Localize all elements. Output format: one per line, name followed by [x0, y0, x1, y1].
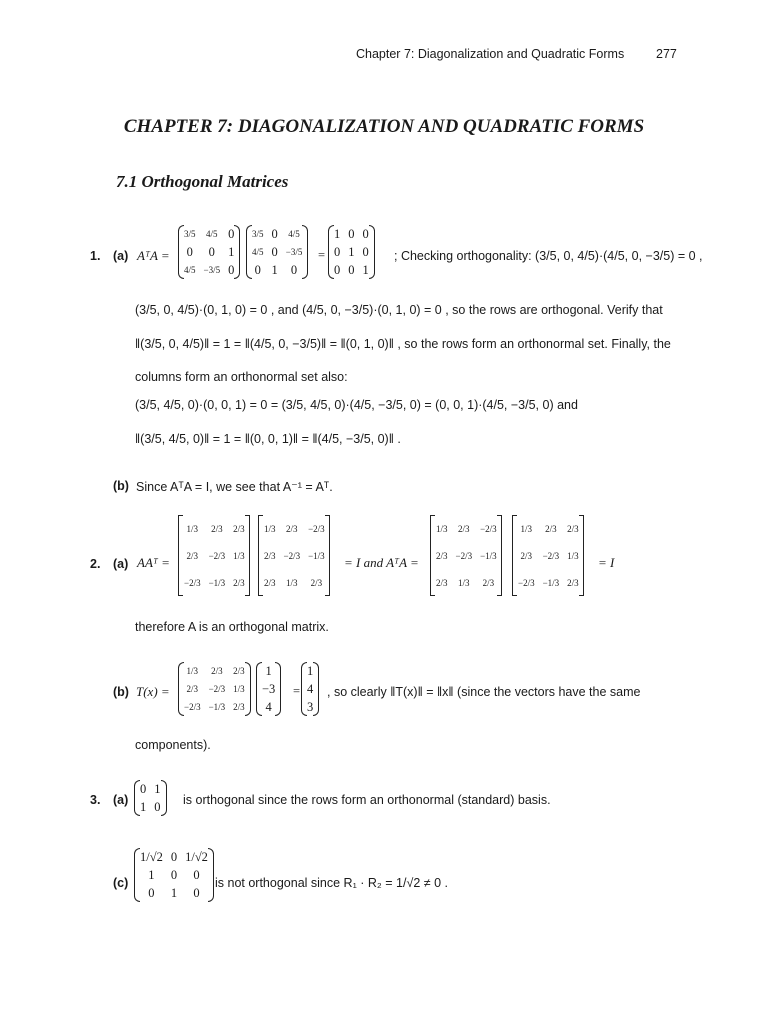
- problem-2b-text2: components).: [135, 738, 211, 752]
- matrix-bracket: [178, 515, 183, 596]
- matrix-bracket: [208, 848, 214, 902]
- matrix-cell: 0: [193, 867, 200, 882]
- matrix-bracket: [161, 780, 167, 816]
- matrix-cell: 1: [154, 781, 161, 796]
- matrix-cell: 2/3: [482, 577, 495, 588]
- matrix-bracket: [328, 225, 334, 279]
- matrix-bracket: [512, 515, 517, 596]
- matrix-cell: 1: [170, 885, 178, 900]
- matrix-2-A-b: [514, 515, 583, 596]
- problem-1-line5: (3/5, 4/5, 0)·(0, 0, 1) = 0 = (3/5, 4/5, 0)·(4/5, −3/5, 0) = (0, 0, 1)·(4/5, −3/5, 0) and: [135, 398, 578, 412]
- matrix-cell: 3/5: [252, 229, 264, 239]
- matrix-bracket: [258, 515, 263, 596]
- matrix-cell: 2/3: [186, 550, 199, 561]
- matrix-cell: 1: [348, 244, 355, 259]
- matrix-cell: 2/3: [286, 523, 298, 534]
- problem-1-line6: ‖(3/5, 4/5, 0)‖ = 1 = ‖(0, 0, 1)‖ = ‖(4/5, −3/5, 0)‖ .: [135, 432, 401, 446]
- matrix-cell: 2/3: [567, 577, 579, 588]
- matrix-cell: −1/3: [208, 577, 226, 588]
- vector-2b-result: [303, 662, 317, 716]
- matrix-cell: −1/3: [542, 577, 560, 588]
- matrix-cell: 2/3: [186, 684, 199, 694]
- matrix-bracket: [134, 780, 140, 816]
- running-header: Chapter 7: Diagonalization and Quadratic Forms: [356, 47, 625, 61]
- problem-2a-mid: = I and AᵀA =: [344, 555, 419, 570]
- problem-2a-end: = I: [598, 555, 615, 570]
- matrix-cell: 2/3: [264, 577, 276, 588]
- matrix-cell: 0: [348, 262, 355, 277]
- matrix-bracket: [234, 225, 240, 279]
- problem-2b-lhs: T(x) =: [136, 684, 170, 699]
- matrix-cell: 0: [348, 226, 355, 241]
- matrix-bracket: [245, 662, 251, 716]
- matrix-bracket: [497, 515, 502, 596]
- matrix-cell: 1/3: [567, 550, 579, 561]
- matrix-cell: 0: [148, 885, 155, 900]
- equals-sign: =: [318, 248, 326, 262]
- matrix-cell: 1/3: [186, 523, 199, 534]
- matrix-bracket: [430, 515, 435, 596]
- problem-3a-text: is orthogonal since the rows form an orthonormal (standard) basis.: [183, 793, 551, 807]
- matrix-cell: 0: [140, 781, 147, 796]
- problem-2b-label: (b): [113, 685, 129, 699]
- matrix-3c: [136, 848, 212, 902]
- matrix-cell: 2/3: [436, 577, 448, 588]
- matrix-cell: −1/3: [308, 550, 325, 561]
- problem-3a-label: (a): [113, 793, 129, 807]
- matrix-cell: 4/5: [184, 265, 196, 275]
- matrix-cell: −3/5: [203, 265, 221, 275]
- problem-2a-lhs: AAᵀ =: [137, 555, 170, 570]
- matrix-cell: 0: [362, 244, 369, 259]
- matrix-cell: 4/5: [252, 247, 264, 257]
- problem-1-number: 1.: [90, 249, 101, 263]
- matrix-1-A: [248, 225, 306, 279]
- matrix-cell: 1/3: [264, 523, 276, 534]
- matrix-bracket: [301, 662, 307, 716]
- problem-2b-text: , so clearly ‖T(x)‖ = ‖x‖ (since the vectors have the same: [327, 685, 641, 699]
- problem-1-line4: columns form an orthonormal set also:: [135, 370, 348, 384]
- matrix-cell: 1: [271, 262, 278, 277]
- matrix-1-I: [330, 225, 373, 279]
- matrix-cell: 4/5: [288, 229, 300, 239]
- matrix-cell: 0: [228, 226, 235, 241]
- matrix-bracket: [245, 515, 250, 596]
- matrix-bracket: [256, 662, 262, 716]
- matrix-cell: 0: [170, 867, 178, 882]
- matrix-cell: 1: [148, 867, 155, 882]
- matrix-cell: 0: [362, 226, 369, 241]
- matrix-cell: 2/3: [310, 577, 323, 588]
- matrix-3a: [136, 780, 165, 816]
- problem-1-line2: (3/5, 0, 4/5)·(0, 1, 0) = 0 , and (4/5, 0, −3/5)·(0, 1, 0) = 0 , so the rows are orthogonal. Verify that: [135, 303, 663, 317]
- matrix-cell: 1/√2: [185, 849, 208, 864]
- matrix-cell: 1/√2: [140, 849, 163, 864]
- matrix-bracket: [579, 515, 584, 596]
- matrix-bracket: [178, 662, 184, 716]
- matrix-cell: 0: [170, 849, 178, 864]
- matrix-cell: 1/3: [233, 684, 245, 694]
- problem-1-line3: ‖(3/5, 0, 4/5)‖ = 1 = ‖(4/5, 0, −3/5)‖ = ‖(0, 1, 0)‖ , so the rows form an orthonormal set. Finally, the: [135, 337, 671, 351]
- matrix-cell: −2/3: [208, 550, 226, 561]
- matrix-cell: −2/3: [308, 523, 325, 534]
- matrix-cell: 1/3: [233, 550, 245, 561]
- matrix-cell: 2/3: [567, 523, 579, 534]
- matrix-cell: 2/3: [211, 523, 223, 534]
- matrix-cell: 1/3: [458, 577, 470, 588]
- matrix-cell: 2/3: [458, 523, 470, 534]
- matrix-cell: −3: [262, 681, 276, 696]
- matrix-cell: −1/3: [480, 550, 497, 561]
- chapter-title: CHAPTER 7: DIAGONALIZATION AND QUADRATIC FORMS: [123, 116, 645, 137]
- matrix-cell: −3/5: [285, 247, 303, 257]
- matrix-cell: 0: [290, 262, 298, 277]
- problem-3c-label: (c): [113, 876, 129, 890]
- problem-1a-lhs: AᵀA =: [137, 248, 170, 263]
- matrix-cell: 1: [228, 244, 235, 259]
- matrix-cell: −2/3: [518, 577, 535, 588]
- matrix-cell: −1/3: [208, 702, 226, 712]
- matrix-cell: 1/3: [436, 523, 448, 534]
- matrix-cell: 1: [362, 262, 369, 277]
- vector-2b-x: [258, 662, 279, 716]
- matrix-cell: 1/3: [186, 666, 199, 676]
- matrix-bracket: [178, 225, 184, 279]
- matrix-cell: 0: [154, 799, 161, 814]
- problem-2a-label: (a): [113, 557, 129, 571]
- matrix-cell: 0: [271, 226, 278, 241]
- matrix-cell: 2/3: [545, 523, 557, 534]
- matrix-cell: 2/3: [233, 666, 245, 676]
- matrix-cell: 0: [254, 262, 261, 277]
- page-number: 277: [656, 47, 677, 61]
- matrix-cell: 2/3: [211, 666, 223, 676]
- matrix-cell: 1/3: [286, 577, 298, 588]
- matrix-bracket: [313, 662, 319, 716]
- matrix-cell: −2/3: [455, 550, 473, 561]
- matrix-cell: 2/3: [233, 577, 245, 588]
- matrix-cell: 0: [271, 244, 278, 259]
- problem-3-number: 3.: [90, 793, 101, 807]
- matrix-cell: 0: [186, 244, 193, 259]
- matrix-cell: 0: [193, 885, 200, 900]
- matrix-2-A: [180, 515, 249, 596]
- matrix-cell: −2/3: [480, 523, 497, 534]
- matrix-cell: 2/3: [520, 550, 533, 561]
- matrix-cell: −2/3: [542, 550, 560, 561]
- matrix-bracket: [325, 515, 330, 596]
- matrix-bracket: [134, 848, 140, 902]
- matrix-cell: 0: [228, 262, 235, 277]
- matrix-bracket: [369, 225, 375, 279]
- problem-2a-conclusion: therefore A is an orthogonal matrix.: [135, 620, 329, 634]
- matrix-cell: −2/3: [208, 684, 226, 694]
- matrix-2-AT: [260, 515, 329, 596]
- matrix-cell: 0: [334, 262, 341, 277]
- matrix-cell: 2/3: [436, 550, 448, 561]
- matrix-cell: 0: [334, 244, 341, 259]
- matrix-2b-A: [180, 662, 249, 716]
- problem-2-number: 2.: [90, 557, 101, 571]
- matrix-cell: 3: [307, 699, 314, 714]
- matrix-bracket: [302, 225, 308, 279]
- matrix-cell: 4: [307, 681, 314, 696]
- matrix-cell: 2/3: [233, 523, 245, 534]
- problem-1b-label: (b): [113, 479, 129, 493]
- equals-sign-2b: =: [293, 684, 301, 698]
- matrix-cell: 4: [265, 699, 272, 714]
- matrix-cell: 2/3: [264, 550, 276, 561]
- section-title: 7.1 Orthogonal Matrices: [116, 172, 289, 191]
- matrix-bracket: [246, 225, 252, 279]
- problem-3c-text: is not orthogonal since R₁ · R₂ = 1/√2 ≠ 0 .: [215, 876, 448, 890]
- matrix-1-AT: [180, 225, 238, 279]
- matrix-cell: 1: [265, 663, 272, 678]
- matrix-cell: 2/3: [233, 702, 245, 712]
- problem-1a-label: (a): [113, 249, 129, 263]
- matrix-cell: 1: [140, 799, 147, 814]
- matrix-cell: 1: [334, 226, 341, 241]
- problem-1b-text: Since AᵀA = I, we see that A⁻¹ = Aᵀ.: [136, 480, 333, 494]
- matrix-cell: −2/3: [184, 702, 201, 712]
- matrix-bracket: [275, 662, 281, 716]
- matrix-cell: 4/5: [206, 229, 218, 239]
- matrix-cell: 3/5: [184, 229, 196, 239]
- matrix-2-AT-b: [432, 515, 501, 596]
- matrix-cell: 1: [307, 663, 314, 678]
- matrix-cell: 1/3: [520, 523, 533, 534]
- matrix-cell: −2/3: [184, 577, 201, 588]
- problem-1a-check: ; Checking orthogonality: (3/5, 0, 4/5)·(4/5, 0, −3/5) = 0 ,: [394, 249, 703, 263]
- matrix-cell: −2/3: [283, 550, 301, 561]
- matrix-cell: 0: [208, 244, 215, 259]
